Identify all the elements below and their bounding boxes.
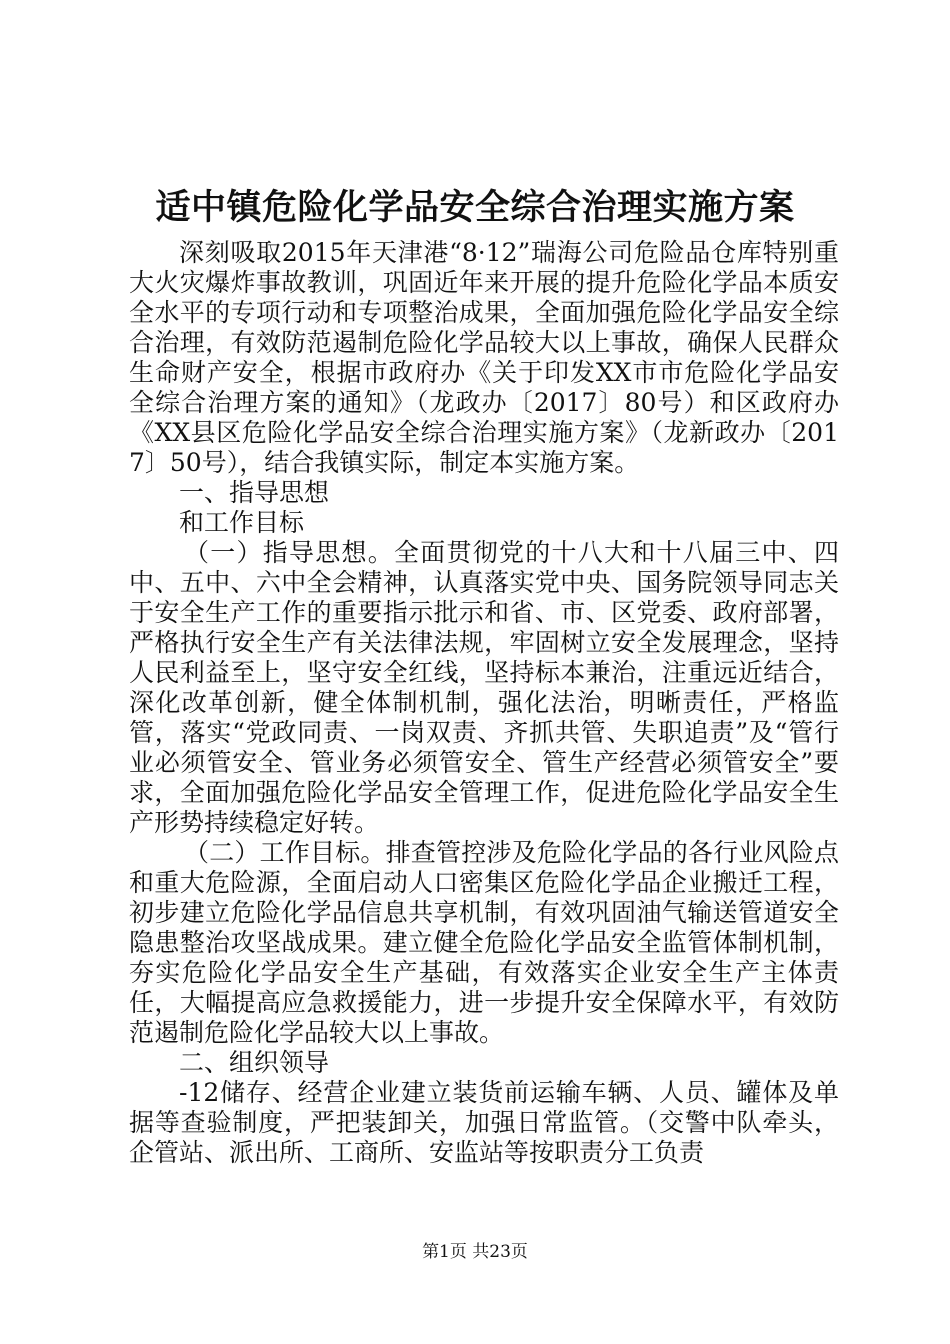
section-heading-1: 一、指导思想 [179, 478, 330, 507]
section-heading-2: 二、组织领导 [179, 1048, 330, 1077]
work-goals-paragraph: （二）工作目标。排查管控涉及危险化学品的各行业风险点和重大危险源，全面启动人口密集区危险化学品企业搬迁工程，初步建立危险化学品信息共享机制，有效巩固油气输送管道安全隐患整治攻坚战成果。建立健全危险化学品安全监管体制机制，夯实危险化学品安全生产基础，有效落实企业安全生产主体责任，大幅提高应急救援能力，进一步提升安全保障水平，有效防范遏制危险化学品较大以上事故。 [129, 838, 839, 1047]
intro-paragraph: 深刻吸取2015年天津港“8·12”瑞海公司危险品仓库特别重大火灾爆炸事故教训，巩固近年来开展的提升危险化学品本质安全水平的专项行动和专项整治成果，全面加强危险化学品安全综合治理，有效防范遏制危险化学品较大以上事故，确保人民群众生命财产安全，根据市政府办《关于印发XX市市危险化学品安全综合治理方案的通知》（龙政办〔2017〕80号）和区政府办《XX县区危险化学品安全综合治理实施方案》（龙新政办〔2017〕50号），结合我镇实际，制定本实施方案。 [129, 238, 839, 477]
page-footer: 第1页 共23页 [422, 1242, 528, 1262]
guiding-thought-paragraph: （一）指导思想。全面贯彻党的十八大和十八届三中、四中、五中、六中全会精神，认真落实党中央、国务院领导同志关于安全生产工作的重要指示批示和省、市、区党委、政府部署，严格执行安全生产有关法律法规，牢固树立安全发展理念，坚持人民利益至上，坚守安全红线，坚持标本兼治，注重远近结合，深化改革创新，健全体制机制，强化法治，明晰责任，严格监管，落实“党政同责、一岗双责、齐抓共管、失职追责”及“管行业必须管安全、管业务必须管安全、管生产经营必须管安全”要求，全面加强危险化学品安全管理工作，促进危险化学品安全生产形势持续稳定好转。 [129, 538, 839, 837]
document-body [129, 238, 839, 1168]
section-heading-1-continued: 和工作目标 [179, 508, 305, 537]
fragment-paragraph: -12储存、经营企业建立装货前运输车辆、人员、罐体及单据等查验制度，严把装卸关，加强日常监管。（交警中队牵头，企管站、派出所、工商所、安监站等按职责分工负责 [129, 1078, 839, 1167]
document-title: 适中镇危险化学品安全综合治理实施方案 [155, 187, 795, 228]
